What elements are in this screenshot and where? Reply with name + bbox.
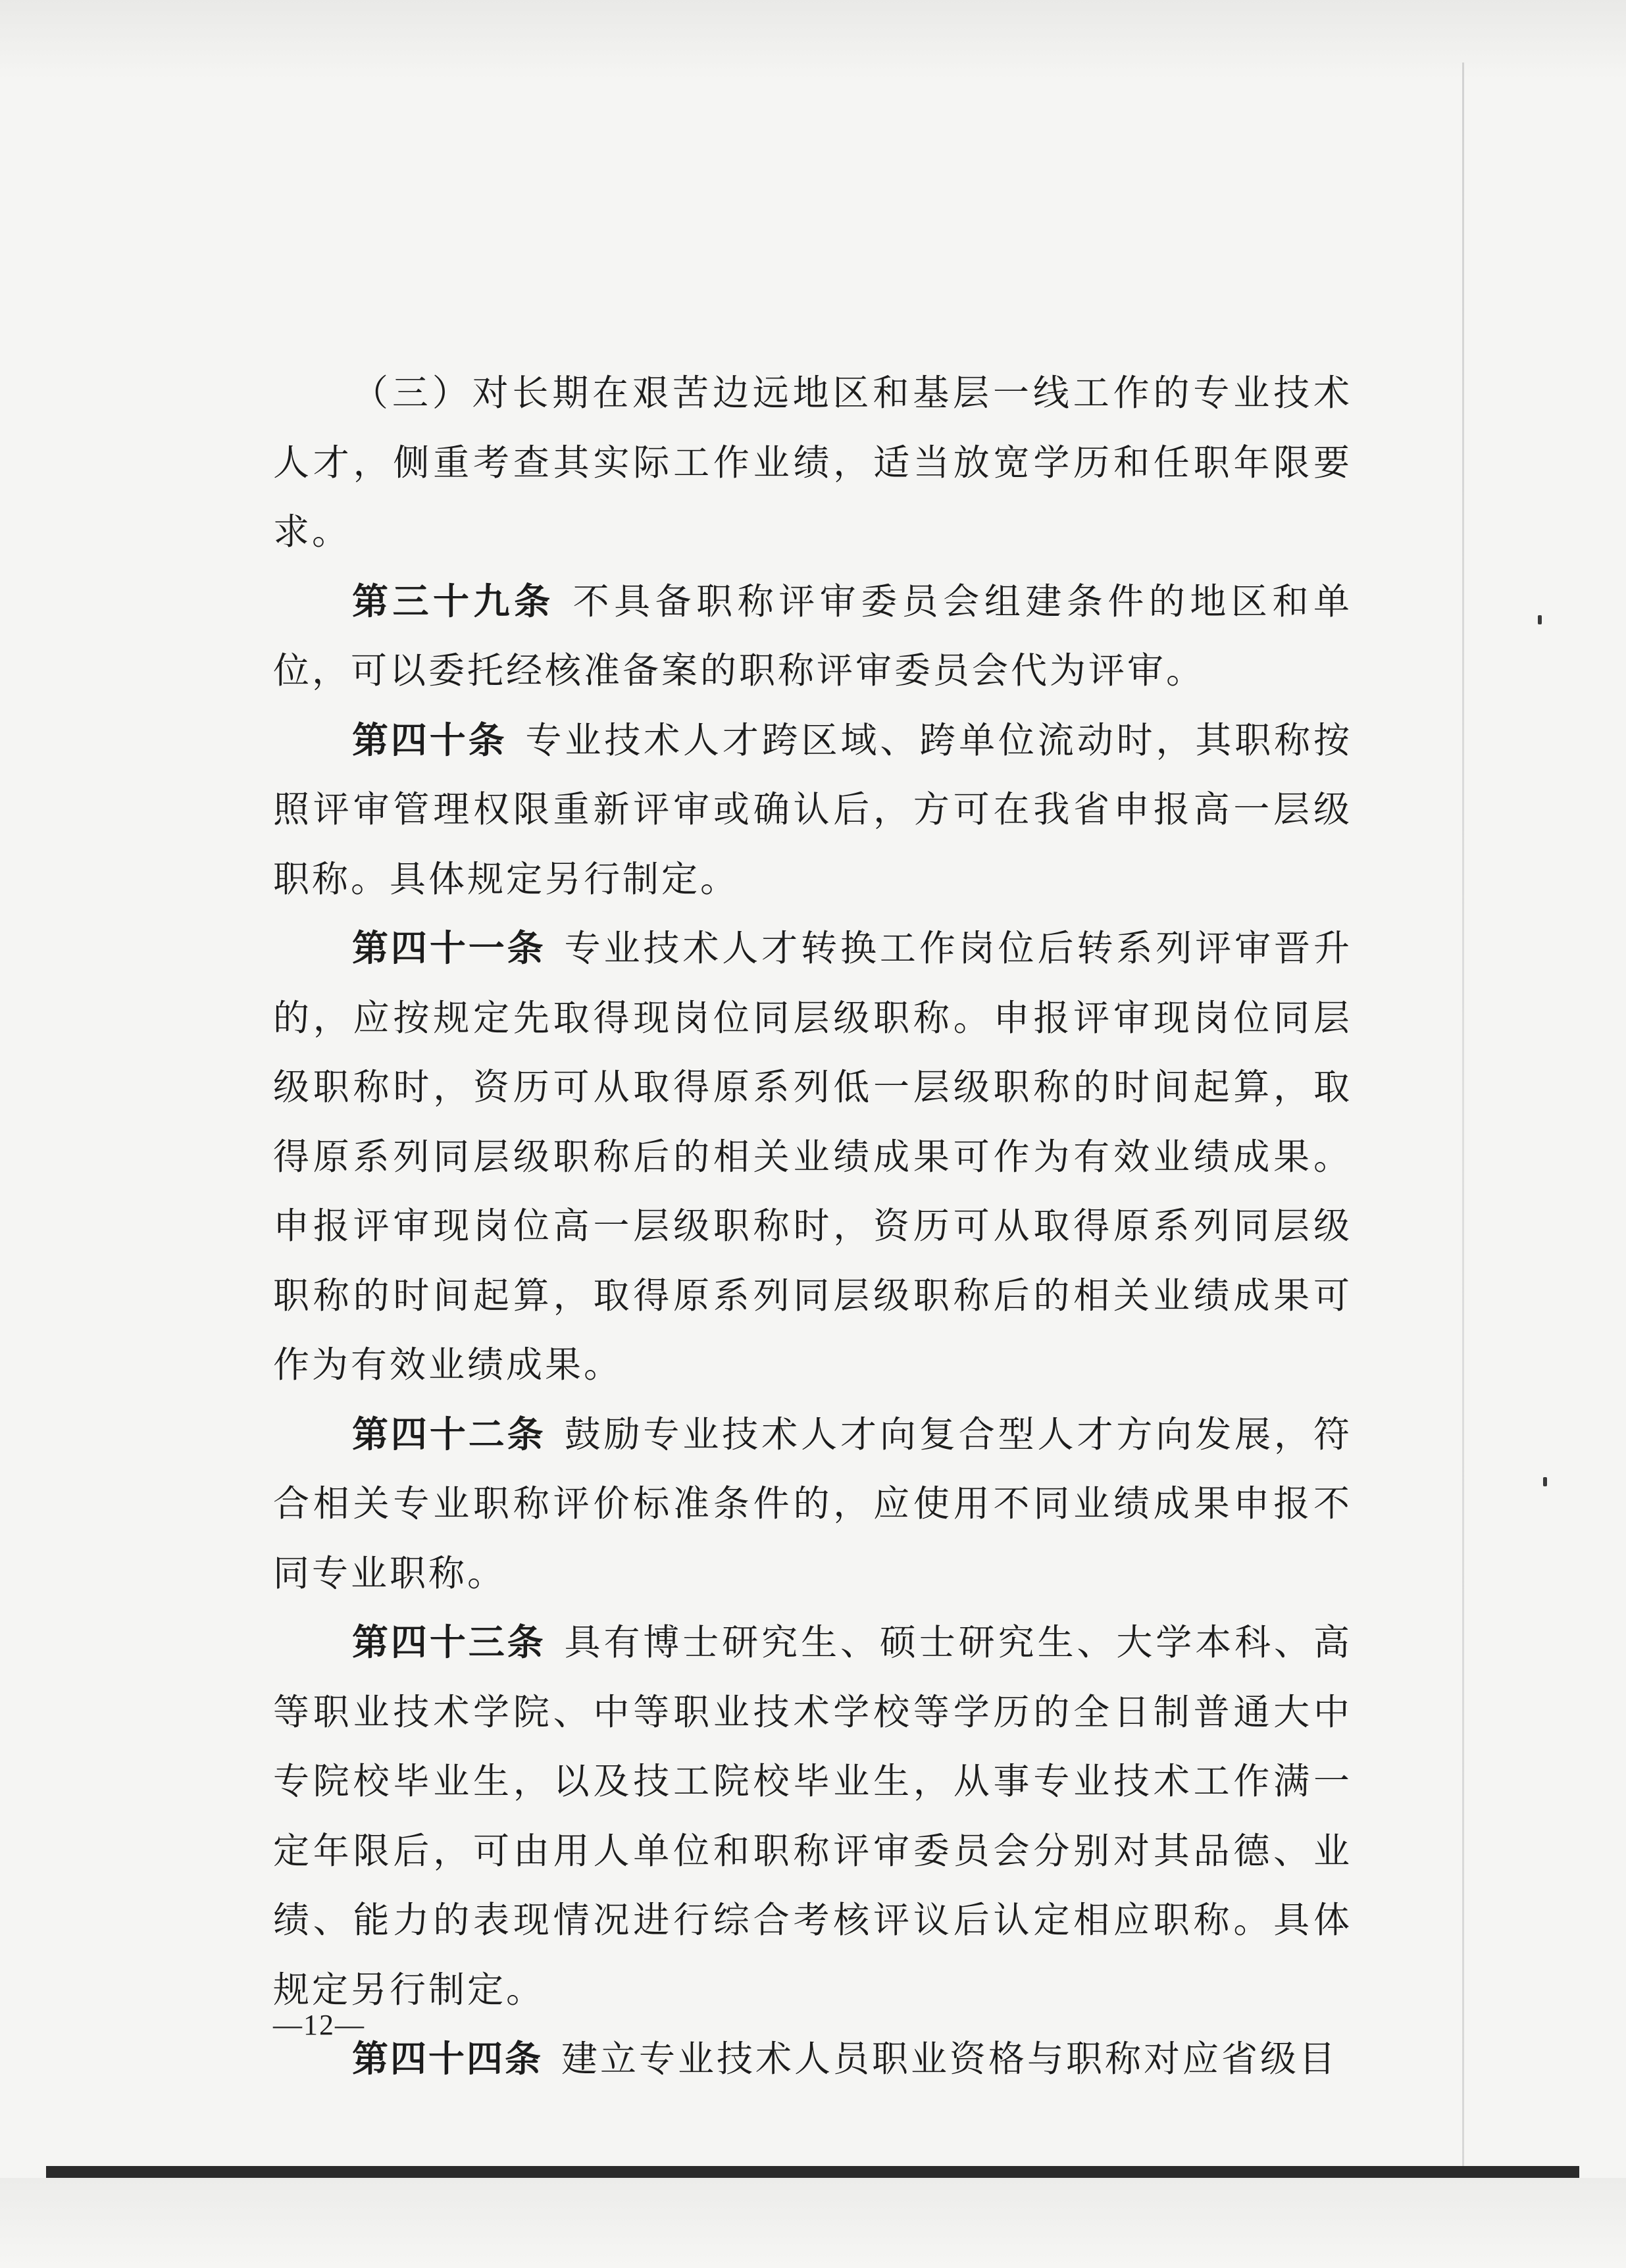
scan-speck (1538, 615, 1542, 624)
article-text: 不具备职称评审委员会组建条件的地区和单位，可以委托经核准备案的职称评审委员会代为评审。 (273, 580, 1352, 692)
article-heading: 第四十一条 (352, 927, 546, 969)
scan-bottom-shading (0, 2178, 1626, 2268)
paragraph-item-3 (273, 359, 1352, 567)
scan-speck (1543, 1477, 1547, 1486)
article-heading: 第四十四条 (352, 2038, 544, 2080)
article-43 (273, 1608, 1352, 2025)
scan-top-shading (0, 0, 1626, 79)
paragraph-text: （三）对长期在艰苦边远地区和基层一线工作的专业技术人才，侧重考查其实际工作业绩，适当放宽学历和任职年限要求。 (273, 372, 1352, 553)
scan-edge-line (1462, 63, 1464, 2168)
article-heading: 第四十二条 (352, 1413, 546, 1455)
document-body (273, 359, 1352, 2094)
article-40 (273, 706, 1352, 915)
scan-bottom-rule (46, 2166, 1579, 2178)
article-text: 专业技术人才跨区域、跨单位流动时，其职称按照评审管理权限重新评审或确认后，方可在我省申报高一层级职称。具体规定另行制定。 (273, 718, 1352, 900)
article-heading: 第四十三条 (352, 1621, 546, 1663)
article-text: 鼓励专业技术人才向复合型人才方向发展，符合相关专业职称评价标准条件的，应使用不同业绩成果申报不同专业职称。 (273, 1413, 1352, 1594)
article-text: 具有博士研究生、硕士研究生、大学本科、高等职业技术学院、中等职业技术学校等学历的全日制普通大中专院校毕业生，以及技工院校毕业生，从事专业技术工作满一定年限后，可由用人单位和职称评审委员会分别对其品德、业绩、能力的表现情况进行综合考核评议后认定相应职称。具体规定另行制定。 (273, 1621, 1352, 2011)
article-heading: 第四十条 (352, 718, 507, 761)
article-heading: 第三十九条 (352, 580, 555, 622)
article-text: 专业技术人才转换工作岗位后转系列评审晋升的，应按规定先取得现岗位同层级职称。申报评审现岗位同层级职称时，资历可从取得原系列低一层级职称的时间起算，取得原系列同层级职称后的相关业绩成果可作为有效业绩成果。申报评审现岗位高一层级职称时，资历可从取得原系列同层级职称的时间起算，取得原系列同层级职称后的相关业绩成果可作为有效业绩成果。 (273, 927, 1352, 1386)
article-41 (273, 914, 1352, 1400)
article-39 (273, 567, 1352, 706)
article-44 (273, 2025, 1352, 2094)
article-text: 建立专业技术人员职业资格与职称对应省级目 (561, 2038, 1338, 2080)
page-number: —12— (273, 2009, 365, 2041)
article-42 (273, 1400, 1352, 1609)
